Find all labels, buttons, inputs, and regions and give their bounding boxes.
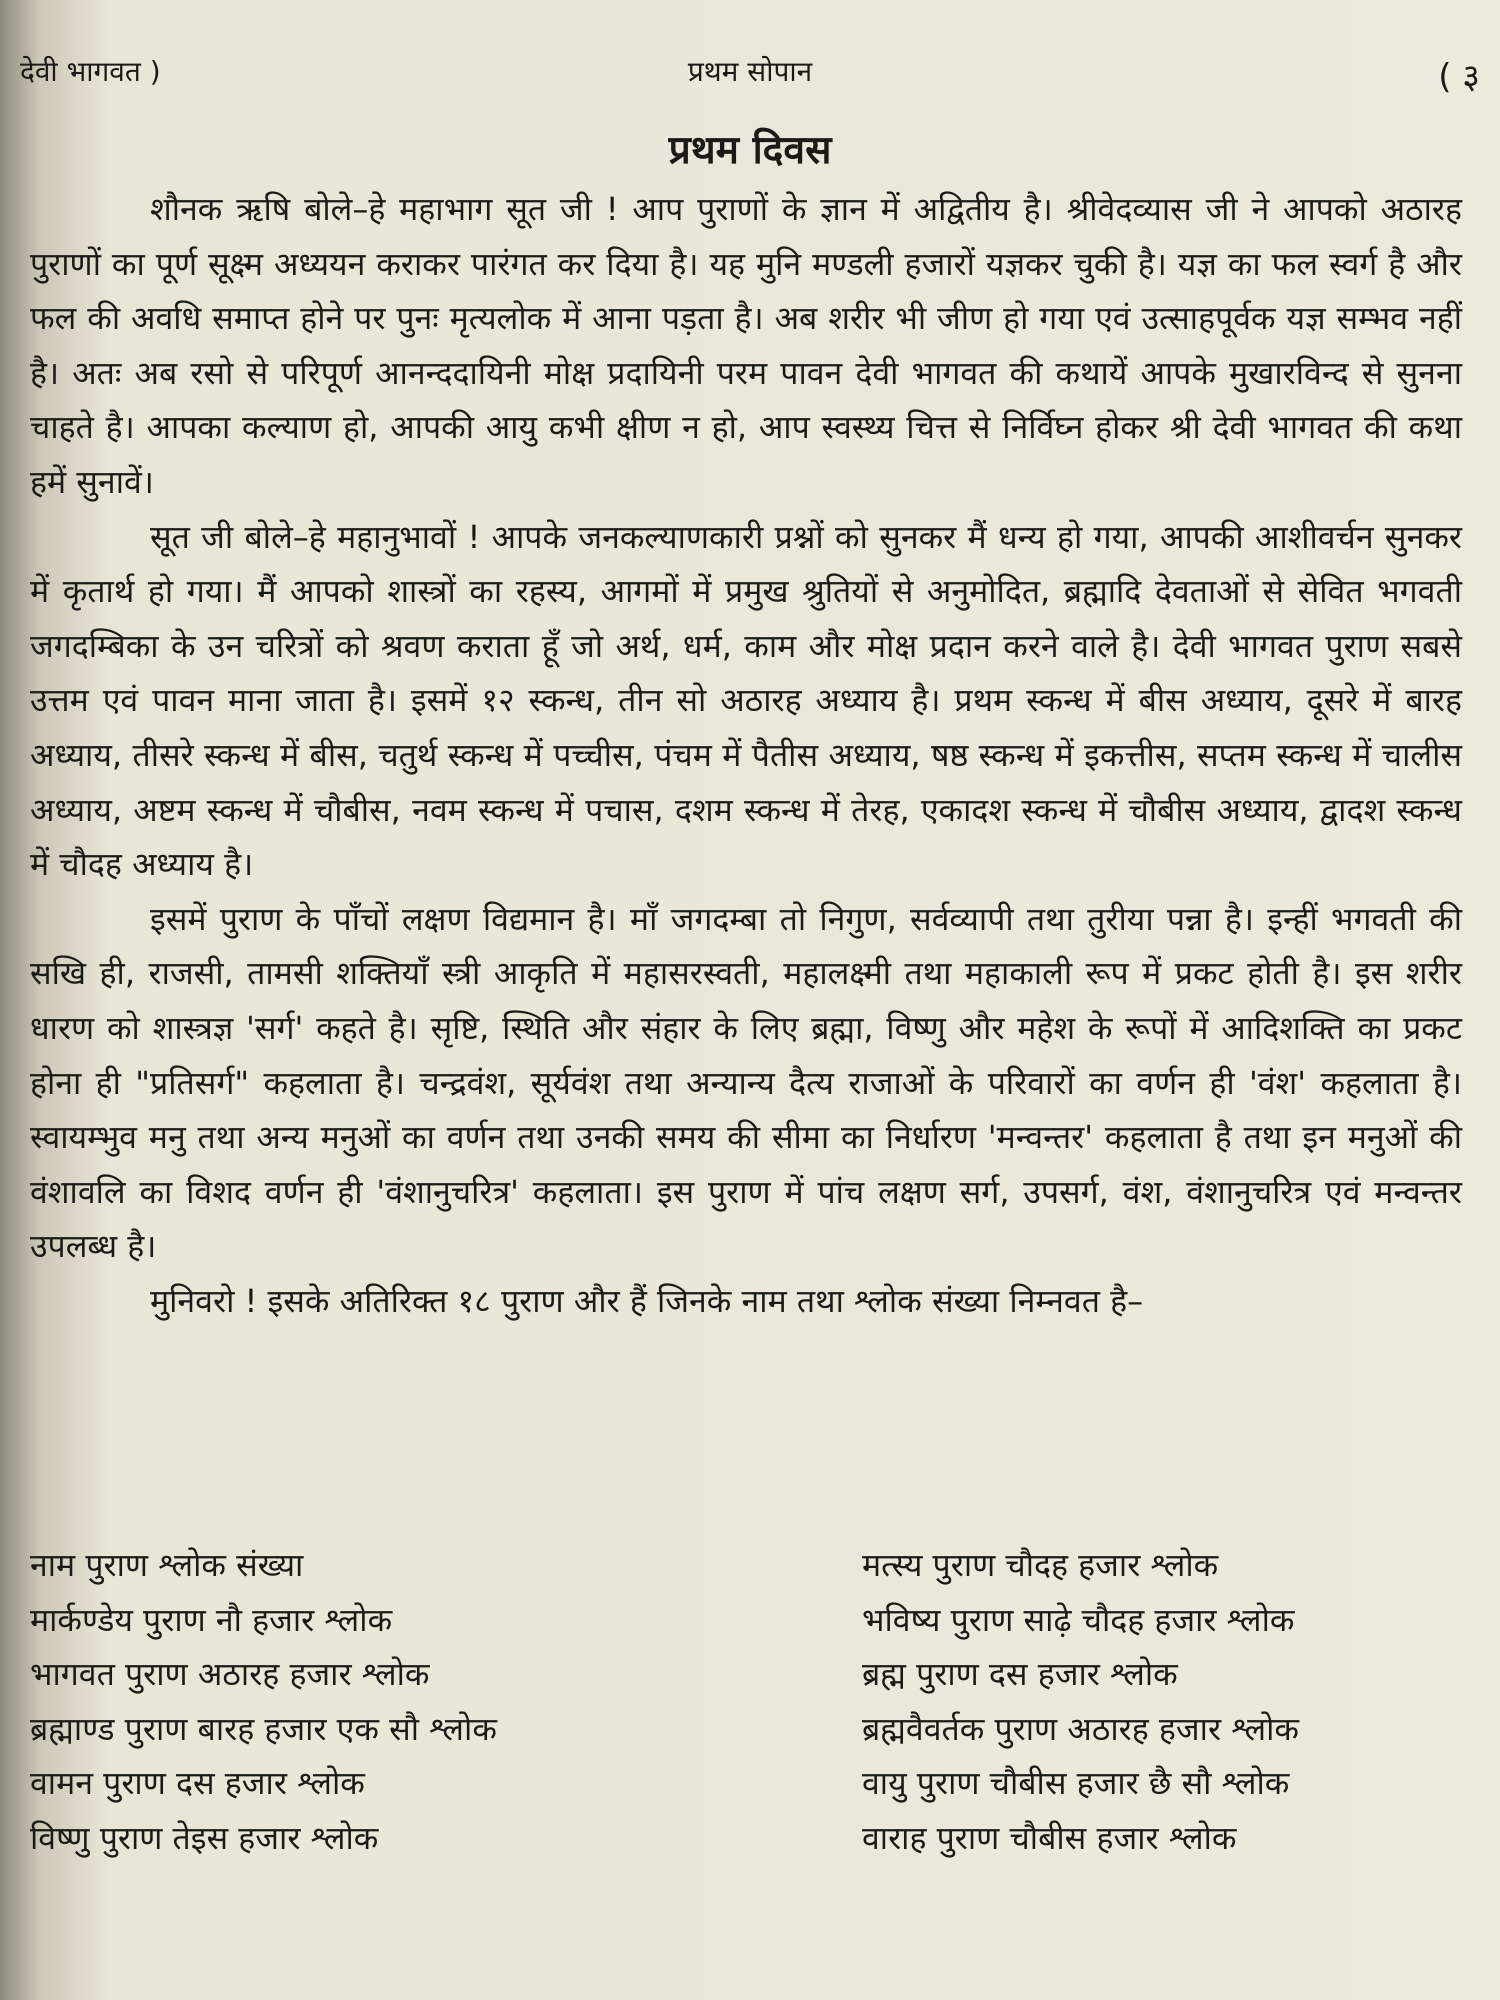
list-row xyxy=(30,1647,1462,1702)
header-chapter-title: प्रथम सोपान xyxy=(687,55,813,88)
list-cell-left: मार्कण्डेय पुराण नौ हजार श्लोक xyxy=(30,1600,393,1639)
list-cell-right: मत्स्य पुराण चौदह हजार श्लोक xyxy=(862,1546,1219,1584)
list-cell-left: भागवत पुराण अठारह हजार श्लोक xyxy=(30,1655,430,1694)
list-cell-right: वायु पुराण चौबीस हजार छै सौ श्लोक xyxy=(862,1764,1290,1803)
paragraph-2: सूत जी बोले–हे महानुभावों ! आपके जनकल्याणकारी प्रश्नों को सुनकर मैं धन्य हो गया, आपकी आशीवर्चन सुनकर में कृतार्थ हो गया। मैं आपको शास्त्रों का रहस्य, आगमों में प्रमुख श्रुतियों से अनुमोदित, ब्रह्मादि देवताओं से सेवित भगवती जगदम्बिका के उन चरित्रों को श्रवण कराता हूँ जो अर्थ, धर्म, काम और मोक्ष प्रदान करने वाले है। देवी भागवत पुराण सबसे उत्तम एवं पावन माना जाता है। इसमें १२ स्कन्ध, तीन सो अठारह अध्याय है। प्रथम स्कन्ध में बीस अध्याय, दूसरे में बारह अध्याय, तीसरे स्कन्ध में बीस, चतुर्थ स्कन्ध में पच्चीस, पंचम में पैतीस अध्याय, षष्ठ स्कन्ध में इकत्तीस, सप्तम स्कन्ध में चालीस अध्याय, अष्टम स्कन्ध में चौबीस, नवम स्कन्ध में पचास, दशम स्कन्ध में तेरह, एकादश स्कन्ध में चौबीस अध्याय, द्वादश स्कन्ध में चौदह अध्याय है। xyxy=(30,517,1462,884)
list-cell-right: ब्रह्म पुराण दस हजार श्लोक xyxy=(862,1655,1178,1694)
list-row xyxy=(30,1756,1462,1811)
list-cell-right: ब्रह्मवैवर्तक पुराण अठारह हजार श्लोक xyxy=(862,1709,1299,1748)
list-cell-left: ब्रह्माण्ड पुराण बारह हजार एक सौ श्लोक xyxy=(30,1709,497,1748)
purana-list xyxy=(30,1538,1462,1866)
list-cell-right: वाराह पुराण चौबीस हजार श्लोक xyxy=(862,1818,1237,1857)
list-row xyxy=(30,1702,1462,1757)
list-row xyxy=(30,1538,1462,1593)
running-header xyxy=(0,52,1500,97)
list-cell-left: वामन पुराण दस हजार श्लोक xyxy=(30,1764,365,1803)
list-cell-left: विष्णु पुराण तेइस हजार श्लोक xyxy=(30,1818,379,1857)
header-book-title: देवी भागवत ) xyxy=(20,55,161,88)
paragraph-4: मुनिवरो ! इसके अतिरिक्त १८ पुराण और हैं जिनके नाम तथा श्लोक संख्या निम्नवत है– xyxy=(150,1281,1144,1320)
body-text xyxy=(30,182,1462,1328)
list-row xyxy=(30,1811,1462,1866)
section-title: प्रथम दिवस xyxy=(668,128,832,173)
list-cell-right: भविष्य पुराण साढ़े चौदह हजार श्लोक xyxy=(862,1600,1295,1639)
page-number: ( ३ xyxy=(1438,57,1480,97)
paragraph-1: शौनक ऋषि बोले–हे महाभाग सूत जी ! आप पुराणों के ज्ञान में अद्वितीय है। श्रीवेदव्यास जी ने आपको अठारह पुराणों का पूर्ण सूक्ष्म अध्ययन कराकर पारंगत कर दिया है। यह मुनि मण्डली हजारों यज्ञकर चुकी है। यज्ञ का फल स्वर्ग है और फल की अवधि समाप्त होने पर पुनः मृत्यलोक में आना पड़ता है। अब शरीर भी जीण हो गया एवं उत्साहपूर्वक यज्ञ सम्भव नहीं है। अतः अब रसो से परिपूर्ण आनन्ददायिनी मोक्ष प्रदायिनी परम पावन देवी भागवत की कथायें आपके मुखारविन्द से सुनना चाहते है। आपका कल्याण हो, आपकी आयु कभी क्षीण न हो, आप स्वस्थ्य चित्त से निर्विघ्न होकर श्री देवी भागवत की कथा हमें सुनावें। xyxy=(30,190,1462,501)
list-cell-left: नाम पुराण श्लोक संख्या xyxy=(30,1546,304,1584)
paragraph-3: इसमें पुराण के पाँचों लक्षण विद्यमान है। माँ जगदम्बा तो निगुण, सर्वव्यापी तथा तुरीया पन्ना है। इन्हीं भगवती की सखि ही, राजसी, तामसी शक्तियाँ स्त्री आकृति में महासरस्वती, महालक्ष्मी तथा महाकाली रूप में प्रकट होती है। इस शरीर धारण को शास्त्रज्ञ 'सर्ग' कहते है। सृष्टि, स्थिति और संहार के लिए ब्रह्मा, विष्णु और महेश के रूपों में आदिशक्ति का प्रकट होना ही "प्रतिसर्ग" कहलाता है। चन्द्रवंश, सूर्यवंश तथा अन्यान्य दैत्य राजाओं के परिवारों का वर्णन ही 'वंश' कहलाता है। स्वायम्भुव मनु तथा अन्य मनुओं का वर्णन तथा उनकी समय की सीमा का निर्धारण 'मन्वन्तर' कहलाता है तथा इन मनुओं की वंशावलि का विशद वर्णन ही 'वंशानुचरित्र' कहलाता। इस पुराण में पांच लक्षण सर्ग, उपसर्ग, वंश, वंशानुचरित्र एवं मन्वन्तर उपलब्ध है। xyxy=(30,899,1462,1266)
list-row xyxy=(30,1593,1462,1648)
